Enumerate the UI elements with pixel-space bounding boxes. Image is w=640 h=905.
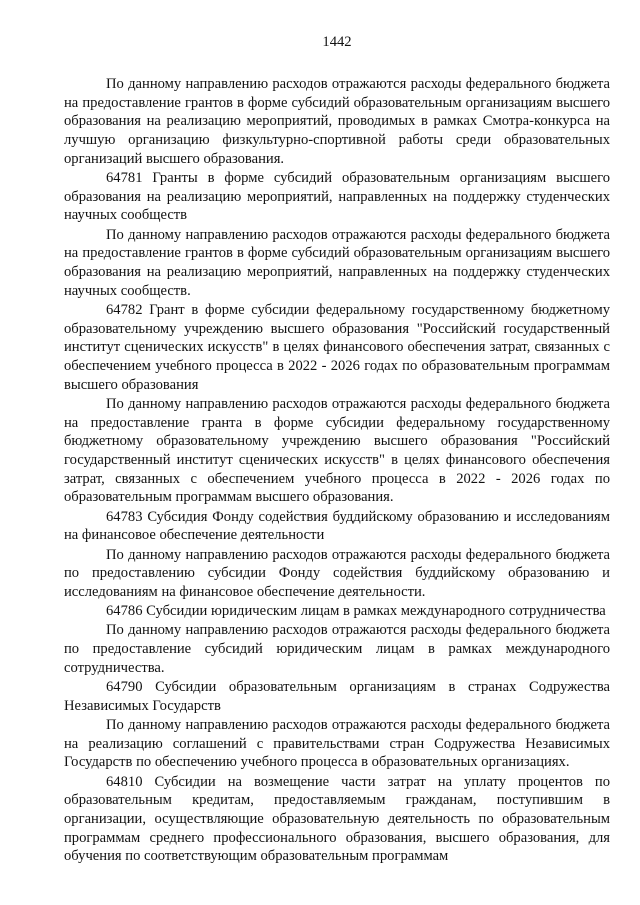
page-number: 1442 — [322, 34, 352, 50]
paragraph: По данному направлению расходов отражаются расходы федерального бюджета по предоставлению субсидии Фонду содействия буддийскому образованию и исследованиям на финансовое обеспечение деятельности. — [64, 546, 610, 600]
paragraph: По данному направлению расходов отражаются расходы федерального бюджета на реализацию соглашений с правительствами стран Содружества Независимых Государств по обеспечению учебного процесса в образовательных организациях. — [64, 716, 610, 771]
section-heading: 64782 Грант в форме субсидии федеральному государственному бюджетному образовательному учреждению высшего образования "Российский государственный институт сценических искусств" в целях финансового обеспечения затрат, связанных с обеспечением учебного процесса в 2022 - 2026 годах по образовательным программам высшего образования — [64, 301, 610, 393]
paragraph: По данному направлению расходов отражаются расходы федерального бюджета на предоставление гранта в форме субсидии федеральному государственному бюджетному образовательному учреждению высшего образования "Российский государственный институт сценических искусств" в целях финансового обеспечения затрат, связанных с обеспечением учебного процесса в 2022 - 2026 годах по образовательным программам высшего образования. — [64, 395, 610, 506]
document-page — [64, 0, 610, 905]
section-heading: 64810 Субсидии на возмещение части затрат на уплату процентов по образовательным кредитам, предоставляемым гражданам, поступившим в организации, осуществляющие образовательную деятельность по образовательным программам среднего профессионального образования, высшего образования, для обучения по соответствующим образовательным программам — [64, 773, 610, 865]
section-heading: 64790 Субсидии образовательным организациям в странах Содружества Независимых Государств — [64, 679, 610, 714]
section-heading: 64786 Субсидии юридическим лицам в рамках международного сотрудничества — [106, 603, 606, 620]
document-body — [64, 75, 610, 867]
paragraph: По данному направлению расходов отражаются расходы федерального бюджета на предоставление грантов в форме субсидий образовательным организациям высшего образования на реализацию мероприятий, проводимых в рамках Смотра-конкурса на лучшую организацию физкультурно-спортивной работы среди образовательных организаций высшего образования. — [64, 76, 610, 167]
paragraph: По данному направлению расходов отражаются расходы федерального бюджета на предоставление грантов в форме субсидий образовательным организациям высшего образования на реализацию мероприятий, направленных на поддержку студенческих научных сообществ. — [64, 226, 610, 299]
paragraph: По данному направлению расходов отражаются расходы федерального бюджета по предоставление субсидий юридическим лицам в рамках международного сотрудничества. — [64, 622, 610, 676]
section-heading: 64783 Субсидия Фонду содействия буддийскому образованию и исследованиям на финансовое обеспечение деятельности — [64, 508, 610, 544]
section-heading: 64781 Гранты в форме субсидий образовательным организациям высшего образования на реализацию мероприятий, направленных на поддержку студенческих научных сообществ — [64, 170, 610, 224]
